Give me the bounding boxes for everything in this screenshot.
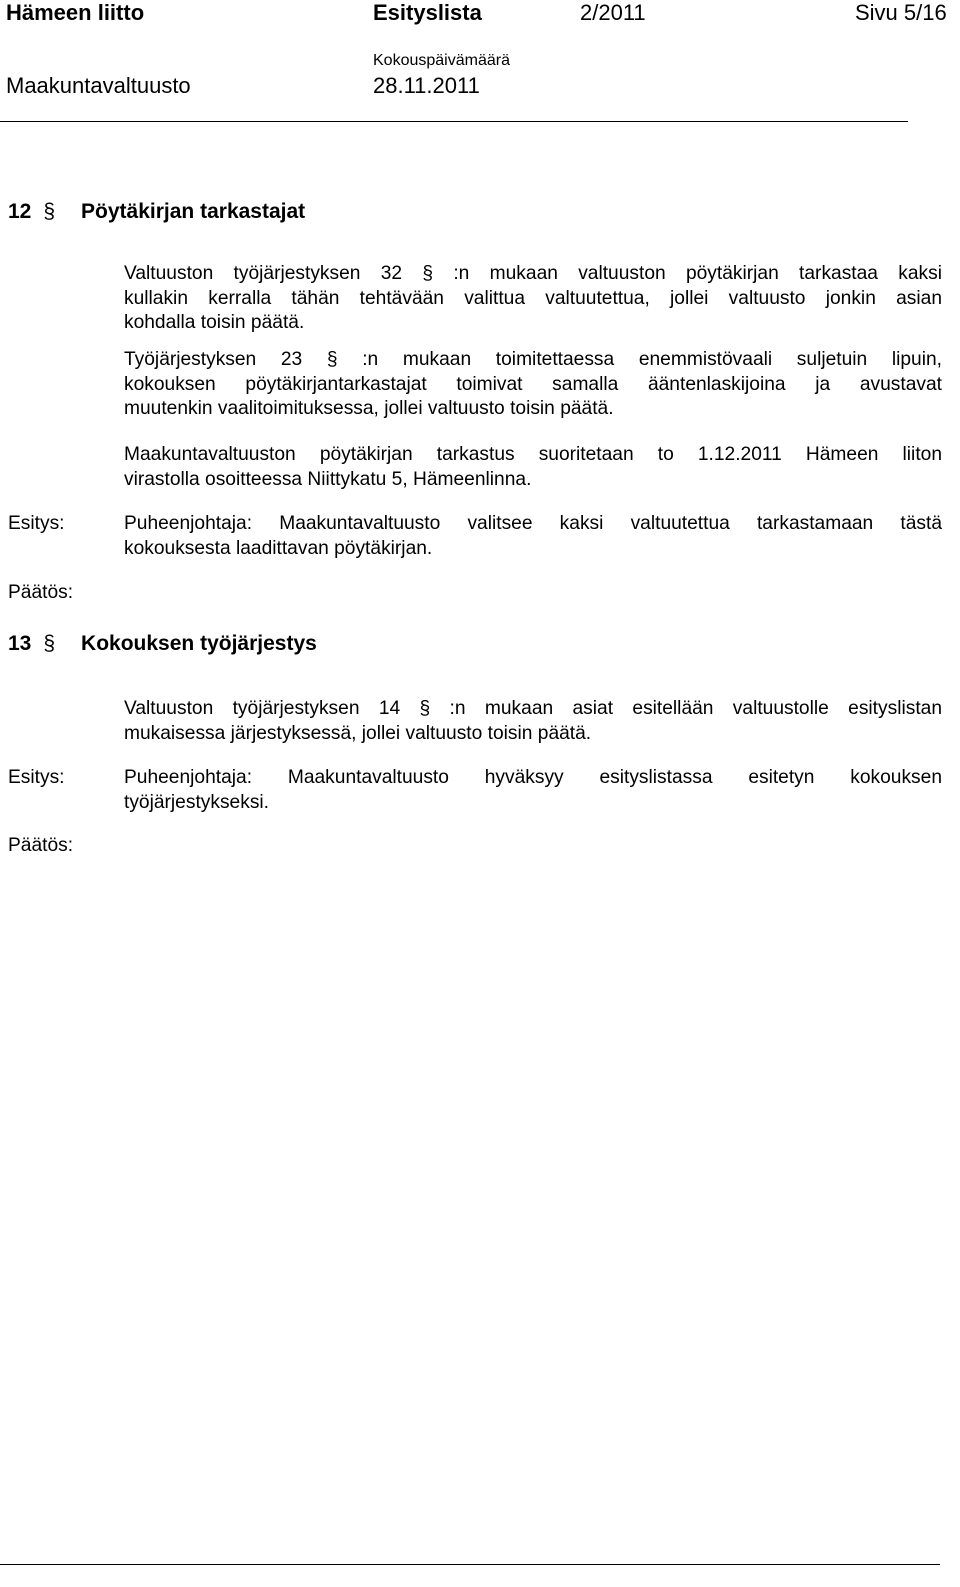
footer-divider <box>0 1564 940 1565</box>
proposal-label: Esitys: <box>8 767 65 788</box>
proposal-label: Esitys: <box>8 513 65 534</box>
section-sign-icon: § <box>43 200 56 223</box>
section-12-paragraph-1: Valtuuston työjärjestyksen 32 § :n mukaan valtuuston pöytäkirjan tarkastaa kaksi kullakin kerralla tähän tehtävään valittua valtuutettua, jollei valtuusto jonkin asian kohdalla toisin päätä. <box>124 263 942 333</box>
section-number: 12 <box>8 200 32 223</box>
section-13-paragraph-1: Valtuuston työjärjestyksen 14 § :n mukaan asiat esitellään valtuustolle esityslistan mukaisessa järjestyksessä, jollei valtuusto toisin päätä. <box>124 698 942 744</box>
section-title: Kokouksen työjärjestys <box>81 632 317 655</box>
section-12-proposal: Puheenjohtaja: Maakuntavaltuusto valitsee kaksi valtuutettua tarkastamaan tästä kokouksesta laadittavan pöytäkirjan. <box>124 513 942 559</box>
section-13-proposal: Puheenjohtaja: Maakuntavaltuusto hyväksyy esityslistassa esitetyn kokouksen työjärjestykseksi. <box>124 767 942 813</box>
section-heading-13 <box>8 631 317 657</box>
page-number: Sivu 5/16 <box>855 0 947 25</box>
document-type: Esityslista <box>373 0 482 25</box>
section-heading-12 <box>8 199 305 225</box>
section-title: Pöytäkirjan tarkastajat <box>81 200 306 223</box>
meeting-date-label: Kokouspäivämäärä <box>373 52 510 69</box>
decision-label: Päätös: <box>8 835 74 856</box>
meeting-date: 28.11.2011 <box>373 73 480 98</box>
organization-name: Hämeen liitto <box>6 0 145 25</box>
decision-label: Päätös: <box>8 582 74 603</box>
section-sign-icon: § <box>43 632 56 655</box>
section-12-paragraph-2: Työjärjestyksen 23 § :n mukaan toimitettaessa enemmistövaali suljetuin lipuin, kokouksen pöytäkirjantarkastajat toimivat samalla ääntenlaskijoina ja avustavat muutenkin vaalitoimituksessa, jollei valtuusto toisin päätä. <box>124 349 942 419</box>
section-12-paragraph-3: Maakuntavaltuuston pöytäkirjan tarkastus suoritetaan to 1.12.2011 Hämeen liiton virastolla osoitteessa Niittykatu 5, Hämeenlinna. <box>124 444 942 490</box>
header-divider <box>0 121 908 122</box>
section-number: 13 <box>8 632 32 655</box>
governing-body: Maakuntavaltuusto <box>6 73 191 98</box>
document-number: 2/2011 <box>580 0 646 25</box>
